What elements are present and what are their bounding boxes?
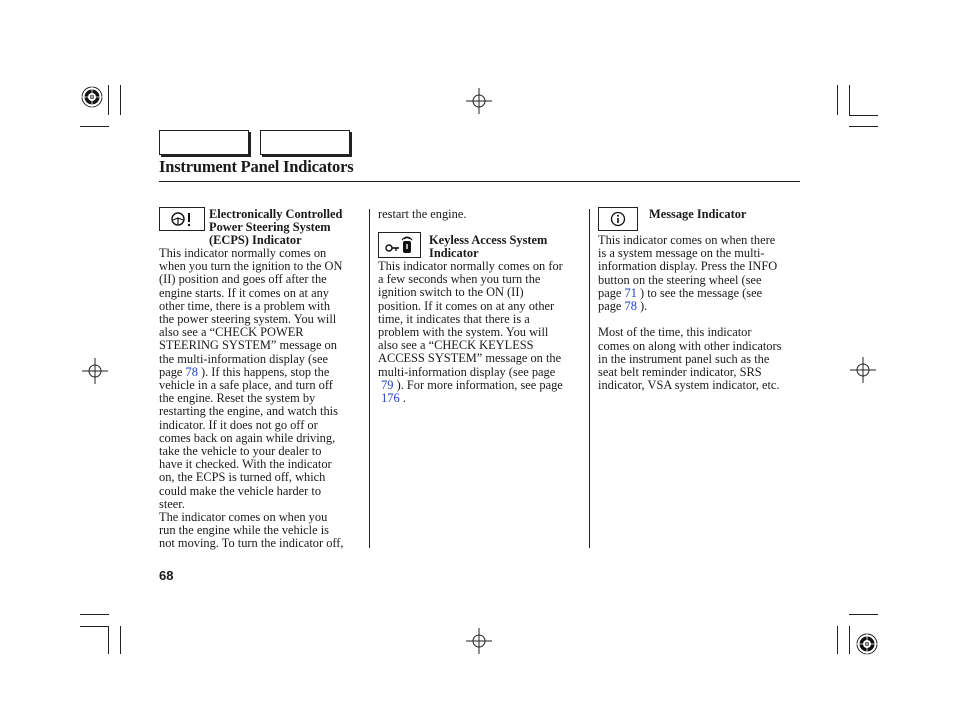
crop-mark — [80, 126, 109, 127]
keyless-body: This indicator normally comes on for a few seconds when you turn the ignition switch to the ON (II) position. If it comes on at any other time, it indicates that there is a problem with the system. You will also see a “CHECK KEYLESS ACCESS SYSTEM” message on the multi-information display (see page 79 ). For more information, see page 176 . — [378, 259, 563, 406]
page-ref-link[interactable]: 79 — [381, 377, 394, 392]
crop-mark — [849, 126, 878, 127]
message-indicator-box — [598, 207, 638, 231]
crop-mark — [120, 85, 121, 115]
crosshair-mark-right — [850, 357, 876, 388]
crosshair-mark-top — [466, 88, 492, 119]
crop-mark — [849, 626, 850, 654]
section-tab-2 — [260, 130, 350, 155]
keyless-indicator-box — [378, 232, 421, 258]
page-ref-link[interactable]: 78 — [624, 299, 637, 314]
section-tab-1 — [159, 130, 249, 155]
crop-mark — [837, 85, 838, 115]
info-icon — [610, 211, 626, 227]
crop-mark — [849, 115, 878, 116]
page-ref-link[interactable]: 78 — [185, 364, 198, 379]
ecps-heading: Electronically Controlled Power Steering System (ECPS) Indicator — [209, 207, 343, 248]
crop-mark — [849, 614, 878, 615]
crop-mark — [80, 614, 109, 615]
crosshair-mark-left — [82, 358, 108, 389]
page-number: 68 — [159, 568, 174, 583]
keyless-access-icon — [384, 236, 416, 254]
crop-mark — [849, 85, 850, 115]
page-ref-link[interactable]: 176 — [381, 391, 400, 406]
crop-mark — [837, 626, 838, 654]
ecps-indicator-box — [159, 207, 205, 231]
crop-mark — [108, 85, 109, 115]
message-body: This indicator comes on when there is a system message on the multi- information display. Press the INFO button on the steering wheel (see page 71 ) to see the message (see page 78 ). Most of the time, this indicator comes on along with other indicators in the instrument panel such as the seat belt reminder indicator, SRS indicator, VSA system indicator, etc. — [598, 233, 782, 393]
message-heading: Message Indicator — [649, 207, 747, 221]
crosshair-mark-bottom — [466, 628, 492, 659]
ecps-body: This indicator normally comes on when you turn the ignition to the ON (II) position and goes off after the engine starts. If it comes on at any other time, there is a problem with the power steering system. You will also see a “CHECK POWER STEERING SYSTEM” message on the multi-information display (see page 78 ). If this happens, stop the vehicle in a safe place, and turn off the engine. Reset the system by restarting the engine, and watch this indicator. If it does not go off or comes back on again while driving, take the vehicle to your dealer to have it checked. With the indicator on, the ECPS is turned off, which could make the vehicle harder to steer. The indicator comes on when you run the engine while the vehicle is not moving. To turn the indicator off, — [159, 246, 344, 551]
power-steering-warning-icon — [170, 211, 194, 227]
registration-mark-bottom-right — [855, 632, 879, 661]
page-title: Instrument Panel Indicators — [159, 157, 354, 176]
continued-text: restart the engine. — [378, 207, 467, 221]
title-rule — [159, 181, 800, 182]
crop-mark — [120, 626, 121, 654]
keyless-heading: Keyless Access System Indicator — [429, 233, 548, 261]
crop-mark — [108, 626, 109, 654]
crop-mark — [80, 626, 109, 627]
page-ref-link[interactable]: 71 — [624, 285, 637, 300]
registration-mark-top-left — [80, 85, 104, 114]
column-divider — [589, 209, 590, 548]
